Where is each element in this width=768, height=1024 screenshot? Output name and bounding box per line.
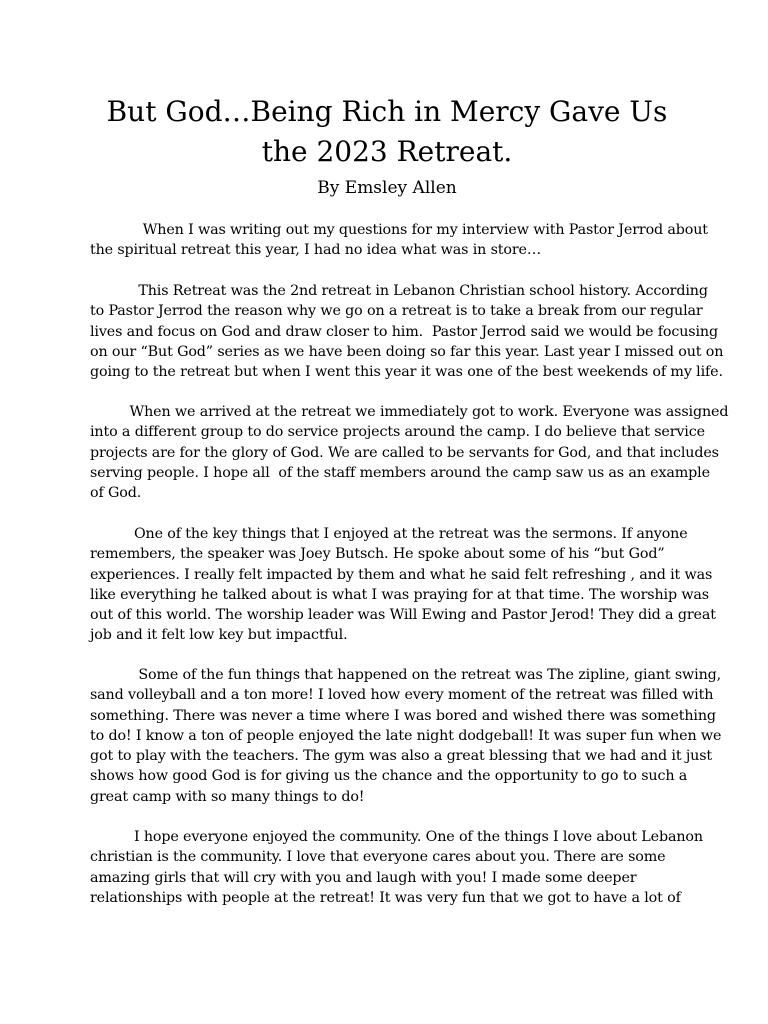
text-line: into a different group to do service projects around the camp. I do believe that service: [90, 424, 705, 441]
paragraph-2: [90, 281, 724, 382]
text-line: christian is the community. I love that everyone cares about you. There are some: [90, 849, 666, 866]
paragraph-3: [90, 402, 729, 503]
text-line: great camp with so many things to do!: [90, 788, 365, 805]
text-line: relationships with people at the retreat! It was very fun that we got to have a lot of: [90, 889, 681, 906]
article-title: [90, 92, 684, 172]
text-line: serving people. I hope all of the staff members around the camp saw us as an example: [90, 464, 710, 481]
paragraph-4: [90, 524, 716, 646]
text-line: like everything he talked about is what I was praying for at that time. The worship was: [90, 586, 709, 603]
text-line: job and it felt low key but impactful.: [90, 627, 348, 644]
text-line: sand volleyball and a ton more! I loved how every moment of the retreat was filled with: [90, 687, 714, 704]
text-line: Some of the fun things that happened on the retreat was The zipline, giant swing,: [90, 667, 722, 683]
text-line: got to play with the teachers. The gym was also a great blessing that we had and it just: [90, 748, 712, 765]
text-line: shows how good God is for giving us the chance and the opportunity to go to such a: [90, 768, 688, 785]
byline: By Emsley Allen: [317, 178, 457, 198]
text-line: experiences. I really felt impacted by them and what he said felt refreshing , and it was: [90, 566, 713, 583]
text-line: on our “But God” series as we have been doing so far this year. Last year I missed out on: [90, 343, 724, 360]
text-line: to do! I know a ton of people enjoyed the late night dodgeball! It was super fun when we: [90, 727, 722, 744]
paragraph-6: [90, 827, 703, 908]
text-line: to Pastor Jerrod the reason why we go on a retreat is to take a break from our regular: [90, 303, 703, 320]
paragraph-1: [90, 220, 708, 261]
text-line: This Retreat was the 2nd retreat in Lebanon Christian school history. According: [90, 283, 708, 299]
text-line: going to the retreat but when I went this year it was one of the best weekends of my life.: [90, 364, 723, 381]
text-line: amazing girls that will cry with you and laugh with you! I made some deeper: [90, 869, 637, 886]
text-line: remembers, the speaker was Joey Butsch. He spoke about some of his “but God”: [90, 546, 665, 563]
paragraph-5: [90, 665, 722, 807]
text-line: When we arrived at the retreat we immediately got to work. Everyone was assigned: [90, 404, 729, 420]
text-line: out of this world. The worship leader was Will Ewing and Pastor Jerod! They did a great: [90, 607, 716, 624]
text-line: lives and focus on God and draw closer to him. Pastor Jerrod said we would be focusing: [90, 323, 718, 340]
text-line: One of the key things that I enjoyed at the retreat was the sermons. If anyone: [90, 526, 688, 542]
text-line: When I was writing out my questions for my interview with Pastor Jerrod about: [90, 222, 708, 238]
text-line: I hope everyone enjoyed the community. One of the things I love about Lebanon: [90, 829, 703, 845]
text-line: something. There was never a time where I was bored and wished there was something: [90, 707, 716, 724]
text-line: the spiritual retreat this year, I had no idea what was in store…: [90, 242, 541, 259]
title-line: But God…Being Rich in Mercy Gave Us: [106, 95, 668, 128]
title-line: the 2023 Retreat.: [261, 135, 513, 168]
text-line: projects are for the glory of God. We are called to be servants for God, and that includes: [90, 444, 719, 461]
text-line: of God.: [90, 485, 142, 502]
